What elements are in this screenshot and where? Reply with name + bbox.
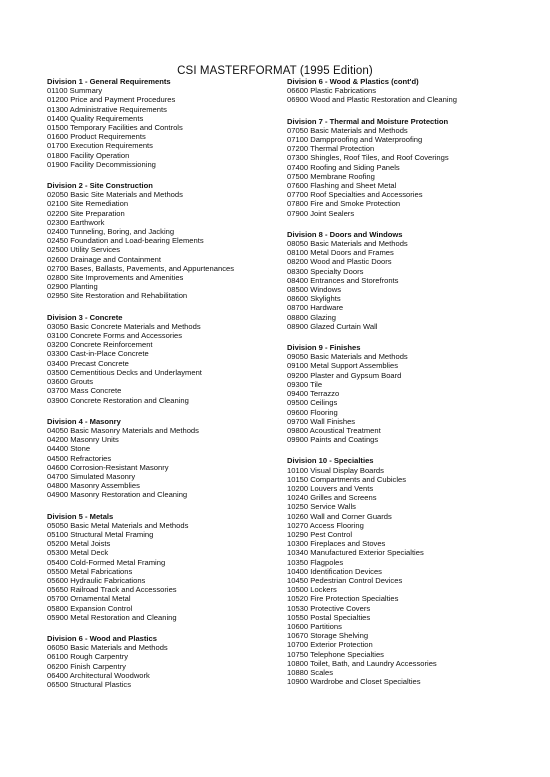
- left-column: [47, 77, 287, 689]
- section-item: 01900 Facility Decommissioning: [47, 159, 156, 169]
- document-title: CSI MASTERFORMAT (1995 Edition): [177, 65, 373, 77]
- section-item: 07500 Membrane Roofing: [287, 171, 375, 181]
- section-item: 01100 Summary: [47, 86, 103, 96]
- section-item: 04700 Simulated Masonry: [47, 471, 136, 481]
- section-item: 04050 Basic Masonry Materials and Methods: [47, 425, 199, 435]
- division-heading: Division 1 - General Requirements: [47, 77, 171, 86]
- section-item: 04500 Refractories: [47, 453, 112, 463]
- division-heading: Division 7 - Thermal and Moisture Protection: [287, 116, 449, 126]
- section-item: 02400 Tunneling, Boring, and Jacking: [47, 227, 175, 237]
- section-item: 10700 Exterior Protection: [287, 640, 373, 650]
- section-item: 02200 Site Preparation: [47, 208, 125, 218]
- section-item: 08500 Windows: [287, 285, 342, 295]
- section-item: 02100 Site Remediation: [47, 199, 129, 209]
- section-item: 10550 Postal Specialties: [287, 612, 371, 622]
- division-block: [287, 343, 542, 444]
- right-column: [287, 77, 542, 686]
- section-item: 05650 Railroad Track and Accessories: [47, 585, 177, 595]
- section-item: 06200 Finish Carpentry: [47, 661, 126, 671]
- section-item: 03400 Precast Concrete: [47, 358, 129, 368]
- section-item: 05100 Structural Metal Framing: [47, 529, 154, 539]
- section-item: 07300 Shingles, Roof Tiles, and Roof Coverings: [287, 153, 449, 163]
- division-heading: Division 8 - Doors and Windows: [287, 229, 403, 239]
- division-heading: Division 5 - Metals: [47, 511, 114, 521]
- section-item: 03900 Concrete Restoration and Cleaning: [47, 395, 189, 405]
- section-item: 02050 Basic Site Materials and Methods: [47, 190, 183, 200]
- section-item: 10290 Pest Control: [287, 529, 353, 539]
- section-item: 09600 Flooring: [287, 407, 338, 417]
- section-item: 04200 Masonry Units: [47, 435, 119, 445]
- section-item: 10450 Pedestrian Control Devices: [287, 575, 403, 585]
- section-item: 03700 Mass Concrete: [47, 386, 122, 396]
- division-heading: Division 6 - Wood and Plastics: [47, 633, 157, 643]
- section-item: 10520 Fire Protection Specialties: [287, 594, 399, 604]
- section-item: 05300 Metal Deck: [47, 548, 109, 558]
- division-block: [47, 512, 287, 622]
- section-item: 08900 Glazed Curtain Wall: [287, 321, 378, 331]
- section-item: 05050 Basic Metal Materials and Methods: [47, 520, 189, 530]
- section-item: 01700 Execution Requirements: [47, 141, 153, 151]
- division-block: [287, 456, 542, 686]
- section-item: 07900 Joint Sealers: [287, 208, 355, 218]
- division-block: [47, 181, 287, 301]
- division-heading: Division 3 - Concrete: [47, 312, 123, 322]
- section-item: 01500 Temporary Facilities and Controls: [47, 123, 183, 133]
- division-block: [287, 117, 542, 218]
- section-item: 07200 Thermal Protection: [287, 144, 375, 154]
- section-item: 10530 Protective Covers: [287, 603, 371, 613]
- section-item: 09300 Tile: [287, 379, 323, 389]
- section-item: 01800 Facility Operation: [47, 150, 130, 160]
- section-item: 01600 Product Requirements: [47, 132, 146, 142]
- section-item: 10200 Louvers and Vents: [287, 483, 374, 493]
- section-item: 10750 Telephone Specialties: [287, 649, 384, 659]
- section-item: 06050 Basic Materials and Methods: [47, 643, 168, 653]
- section-item: 07700 Roof Specialties and Accessories: [287, 190, 423, 200]
- section-item: 10350 Flagpoles: [287, 557, 344, 567]
- section-item: 05600 Hydraulic Fabrications: [47, 575, 146, 585]
- section-item: 10100 Visual Display Boards: [287, 465, 384, 475]
- section-item: 09500 Ceilings: [287, 398, 338, 408]
- section-item: 10600 Partitions: [287, 621, 342, 631]
- section-item: 09050 Basic Materials and Methods: [287, 352, 408, 362]
- section-item: 08100 Metal Doors and Frames: [287, 248, 394, 258]
- section-item: 09100 Metal Support Assemblies: [287, 361, 399, 371]
- section-item: 10340 Manufactured Exterior Specialties: [287, 548, 424, 558]
- section-item: 03200 Concrete Reinforcement: [47, 340, 153, 350]
- section-item: 09900 Paints and Coatings: [287, 435, 379, 445]
- section-item: 06400 Architectural Woodwork: [47, 670, 150, 680]
- section-item: 02450 Foundation and Load-bearing Elements: [47, 236, 204, 246]
- section-item: 10270 Access Flooring: [287, 520, 364, 530]
- division-heading: Division 6 - Wood & Plastics (cont'd): [287, 77, 419, 86]
- section-item: 09800 Acoustical Treatment: [287, 425, 381, 435]
- section-item: 09200 Plaster and Gypsum Board: [287, 370, 402, 380]
- section-item: 05700 Ornamental Metal: [47, 594, 131, 604]
- division-block: [287, 77, 542, 105]
- section-item: 06600 Plastic Fabrications: [287, 86, 377, 96]
- section-item: 04900 Masonry Restoration and Cleaning: [47, 490, 188, 500]
- section-item: 05400 Cold-Formed Metal Framing: [47, 557, 166, 567]
- section-item: 07050 Basic Materials and Methods: [287, 125, 408, 135]
- section-item: 05900 Metal Restoration and Cleaning: [47, 612, 177, 622]
- section-item: 01400 Quality Requirements: [47, 113, 144, 123]
- section-item: 05800 Expansion Control: [47, 603, 133, 613]
- division-block: [47, 77, 287, 169]
- section-item: 03500 Cementitious Decks and Underlayment: [47, 367, 202, 377]
- section-item: 03300 Cast-in-Place Concrete: [47, 349, 149, 359]
- section-item: 03600 Grouts: [47, 377, 94, 387]
- section-item: 08600 Skylights: [287, 294, 341, 304]
- section-item: 06900 Wood and Plastic Restoration and Cleaning: [287, 95, 457, 105]
- section-item: 10400 Identification Devices: [287, 566, 382, 576]
- division-block: [47, 634, 287, 689]
- section-item: 08300 Specialty Doors: [287, 266, 364, 276]
- division-heading: Division 9 - Finishes: [287, 343, 361, 353]
- section-item: 02900 Planting: [47, 282, 98, 292]
- section-item: 02300 Earthwork: [47, 217, 105, 227]
- division-block: [47, 313, 287, 405]
- section-item: 07100 Dampproofing and Waterproofing: [287, 135, 423, 145]
- section-item: 03050 Basic Concrete Materials and Methods: [47, 321, 201, 331]
- section-item: 05200 Metal Joists: [47, 539, 111, 549]
- section-item: 02500 Utility Services: [47, 245, 121, 255]
- section-item: 10240 Grilles and Screens: [287, 493, 377, 503]
- section-item: 10800 Toilet, Bath, and Laundry Accessories: [287, 658, 437, 668]
- section-item: 10300 Fireplaces and Stoves: [287, 539, 386, 549]
- section-item: 09400 Terrazzo: [287, 389, 340, 399]
- division-block: [47, 417, 287, 500]
- section-item: 07800 Fire and Smoke Protection: [287, 199, 401, 209]
- section-item: 08700 Hardware: [287, 303, 344, 313]
- section-item: 09700 Wall Finishes: [287, 416, 356, 426]
- section-item: 02600 Drainage and Containment: [47, 254, 161, 264]
- section-item: 07600 Flashing and Sheet Metal: [287, 181, 397, 191]
- section-item: 10250 Service Walls: [287, 502, 356, 512]
- section-item: 02700 Bases, Ballasts, Pavements, and Appurtenances: [47, 263, 235, 273]
- section-item: 05500 Metal Fabrications: [47, 566, 133, 576]
- section-item: 10500 Lockers: [287, 585, 337, 595]
- section-item: 10150 Compartments and Cubicles: [287, 474, 407, 484]
- section-item: 10670 Storage Shelving: [287, 631, 369, 641]
- division-heading: Division 10 - Specialties: [287, 456, 374, 466]
- section-item: 02800 Site Improvements and Amenities: [47, 273, 184, 283]
- section-item: 04400 Stone: [47, 444, 91, 454]
- section-item: 01300 Administrative Requirements: [47, 104, 167, 114]
- section-item: 03100 Concrete Forms and Accessories: [47, 331, 183, 341]
- section-item: 10900 Wardrobe and Closet Specialties: [287, 677, 421, 687]
- section-item: 10880 Scales: [287, 667, 334, 677]
- section-item: 07400 Roofing and Siding Panels: [287, 162, 400, 172]
- division-heading: Division 4 - Masonry: [47, 416, 121, 426]
- section-item: 08050 Basic Materials and Methods: [287, 239, 408, 249]
- section-item: 10260 Wall and Corner Guards: [287, 511, 392, 521]
- section-item: 08200 Wood and Plastic Doors: [287, 257, 392, 267]
- section-item: 08400 Entrances and Storefronts: [287, 275, 399, 285]
- section-item: 04600 Corrosion-Resistant Masonry: [47, 462, 169, 472]
- section-item: 02950 Site Restoration and Rehabilitation: [47, 291, 188, 301]
- section-item: 08800 Glazing: [287, 312, 336, 322]
- section-item: 01200 Price and Payment Procedures: [47, 95, 176, 105]
- section-item: 04800 Masonry Assemblies: [47, 481, 140, 491]
- division-block: [287, 230, 542, 331]
- section-item: 06500 Structural Plastics: [47, 679, 131, 689]
- division-heading: Division 2 - Site Construction: [47, 181, 153, 191]
- section-item: 06100 Rough Carpentry: [47, 652, 129, 662]
